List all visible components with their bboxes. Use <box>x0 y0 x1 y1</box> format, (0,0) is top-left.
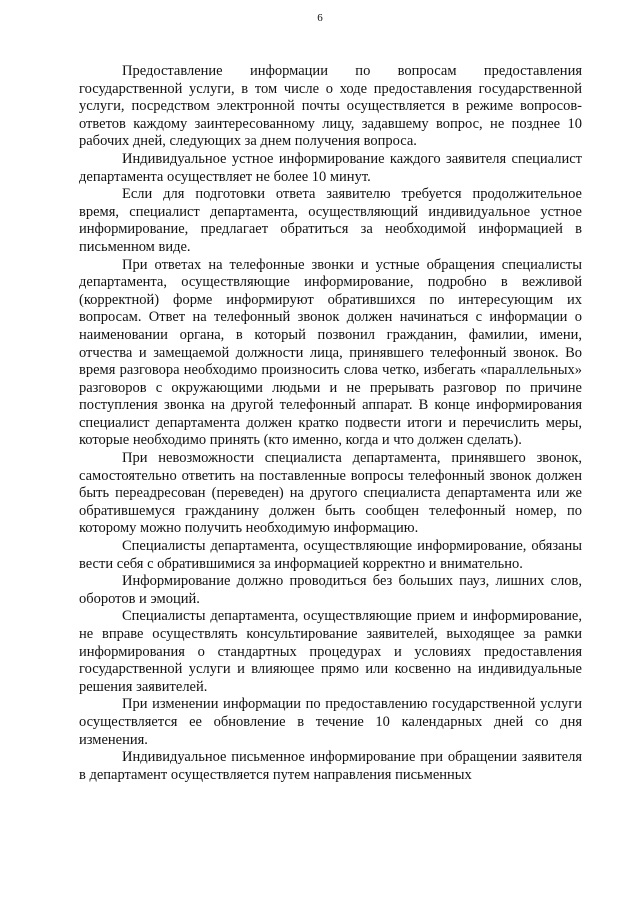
paragraph-consulting-limits: Специалисты департамента, осуществляющие прием и информирование, не вправе осуществлять консультирование заявителей, выходящее за рамки информирования о стандартных процедурах и условиях предоставления государственной услуги и влияющее прямо или косвенно на индивидуальные решения заявителей. <box>79 608 582 695</box>
paragraph-long-answer: Если для подготовки ответа заявителю требуется продолжительное время, специалист департамента, осуществляющий индивидуальное устное информирование, предлагает обратиться за необходимой информацией в письменном виде. <box>79 186 582 255</box>
paragraph-call-redirect: При невозможности специалиста департамента, принявшего звонок, самостоятельно ответить на поставленные вопросы телефонный звонок должен быть переадресован (переведен) на другого специалиста департамента или же обратившемуся гражданину должен быть сообщен телефонный номер, по которому можно получить необходимую информацию. <box>79 450 582 537</box>
paragraph-specialist-conduct: Специалисты департамента, осуществляющие информирование, обязаны вести себя с обратившимися за информацией корректно и внимательно. <box>79 538 582 572</box>
paragraph-phone-calls: При ответах на телефонные звонки и устные обращения специалисты департамента, осуществляющие информирование, подробно в вежливой (корректной) форме информируют обратившихся по интересующим их вопросам. Ответ на телефонный звонок должен начинаться с информации о наименовании органа, в который позвонил гражданин, фамилии, имени, отчества и замещаемой должности лица, принявшего телефонный звонок. Во время разговора необходимо произносить слова четко, избегать «параллельных» разговоров с окружающими людьми и не прерывать разговор по причине поступления звонка на другой телефонный аппарат. В конце информирования специалист департамента должен кратко подвести итоги и перечислить меры, которые необходимо принять (кто именно, когда и что должен сделать). <box>79 256 582 449</box>
paragraph-info-update: При изменении информации по предоставлению государственной услуги осуществляется ее обновление в течение 10 календарных дней со дня изменения. <box>79 696 582 748</box>
paragraph-oral-duration: Индивидуальное устное информирование каждого заявителя специалист департамента осуществляет не более 10 минут. <box>79 150 582 185</box>
page-number: 6 <box>317 12 323 24</box>
paragraph-written-information: Индивидуальное письменное информирование при обращении заявителя в департамент осуществляется путем направления письменных <box>79 749 582 783</box>
document-body <box>79 63 582 784</box>
paragraph-email-information: Предоставление информации по вопросам предоставления государственной услуги, в том числе о ходе предоставления государственной услуги, посредством электронной почты осуществляется в режиме вопросов-ответов каждому заинтересованному лицу, задавшему вопрос, не позднее 10 рабочих дней, следующих за днем получения вопроса. <box>79 63 582 150</box>
paragraph-no-pauses: Информирование должно проводиться без больших пауз, лишних слов, оборотов и эмоций. <box>79 573 582 607</box>
